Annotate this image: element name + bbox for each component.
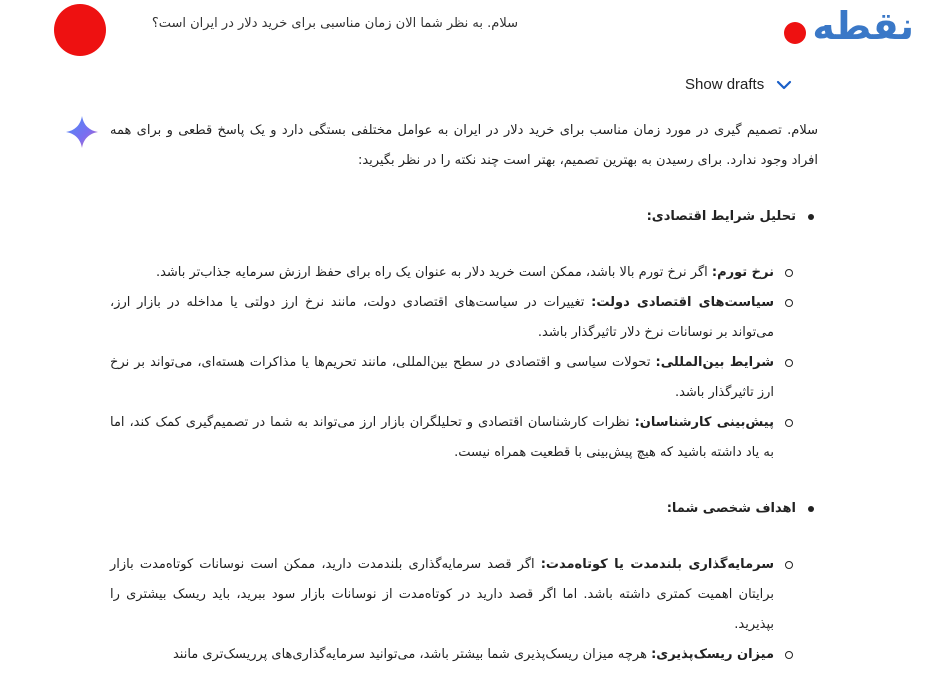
show-drafts-label: Show drafts xyxy=(685,76,765,93)
response-intro: سلام. تصمیم گیری در مورد زمان مناسب برای خرید دلار در ایران به عوامل مختلفی بستگی دارد و یک پاسخ قطعی و برای همه افراد وجود ندارد. برای رسیدن به بهترین تصمیم، بهتر است چند نکته را در نظر بگیرید: xyxy=(110,123,818,168)
response-content xyxy=(110,116,818,670)
section-economic xyxy=(110,202,818,468)
subitem-list xyxy=(110,258,796,468)
item-text: نظرات کارشناسان اقتصادی و تحلیلگران بازار ارز می‌تواند به شما در تصمیم‌گیری کمک کند، اما به یاد داشته باشید که هیچ پیش‌بینی با قطعیت همراه نیست. xyxy=(110,415,774,460)
item-term: میزان ریسک‌پذیری: xyxy=(651,647,774,662)
list-item xyxy=(110,550,796,640)
list-item xyxy=(110,348,796,408)
item-term: نرخ تورم: xyxy=(711,265,774,280)
user-avatar xyxy=(54,4,106,56)
item-text: تغییرات در سیاست‌های اقتصادی دولت، مانند نرخ ارز دولتی یا مداخله در بازار ارز، می‌تواند بر نوسانات نرخ دلار تاثیرگذار باشد. xyxy=(110,295,774,340)
item-term: شرایط بین‌المللی: xyxy=(655,355,774,370)
section-title: تحلیل شرایط اقتصادی: xyxy=(646,209,796,224)
item-term: پیش‌بینی کارشناسان: xyxy=(634,415,774,430)
subitem-list xyxy=(110,550,796,670)
section-personal-goals xyxy=(110,494,818,670)
item-text: هرچه میزان ریسک‌پذیری شما بیشتر باشد، می‌توانید سرمایه‌گذاری‌های پرریسک‌تری مانند xyxy=(172,647,652,662)
show-drafts-button[interactable] xyxy=(685,76,792,93)
section-title: اهداف شخصی شما: xyxy=(666,501,796,516)
list-item xyxy=(110,288,796,348)
brand-logo xyxy=(784,4,914,48)
list-item xyxy=(110,258,796,288)
item-term: سرمایه‌گذاری بلندمدت یا کوتاه‌مدت: xyxy=(540,557,774,572)
item-text: اگر قصد سرمایه‌گذاری بلندمدت دارید، ممکن است نوسانات کوتاه‌مدت بازار برایتان اهمیت کمتری داشته باشد. اما اگر قصد دارید در کوتاه‌مدت از نوسانات بازار سود ببرید، باید ریسک بیشتری را بپذیرید. xyxy=(110,557,774,632)
sparkle-icon xyxy=(64,114,100,150)
user-prompt: سلام. به نظر شما الان زمان مناسبی برای خرید دلار در ایران است؟ xyxy=(151,16,518,31)
list-item xyxy=(110,640,796,670)
item-term: سیاست‌های اقتصادی دولت: xyxy=(591,295,774,310)
item-text: تحولات سیاسی و اقتصادی در سطح بین‌المللی، مانند تحریم‌ها یا مذاکرات هسته‌ای، می‌تواند بر نرخ ارز تاثیرگذار باشد. xyxy=(110,355,774,400)
section-list xyxy=(110,202,818,670)
logo-text: نقطه xyxy=(812,4,914,48)
list-item xyxy=(110,408,796,468)
item-text: اگر نرخ تورم بالا باشد، ممکن است خرید دلار به عنوان یک راه برای حفظ ارزش سرمایه جذاب‌تر باشد. xyxy=(155,265,712,280)
chevron-down-icon xyxy=(776,80,792,90)
logo-dot xyxy=(784,22,806,44)
